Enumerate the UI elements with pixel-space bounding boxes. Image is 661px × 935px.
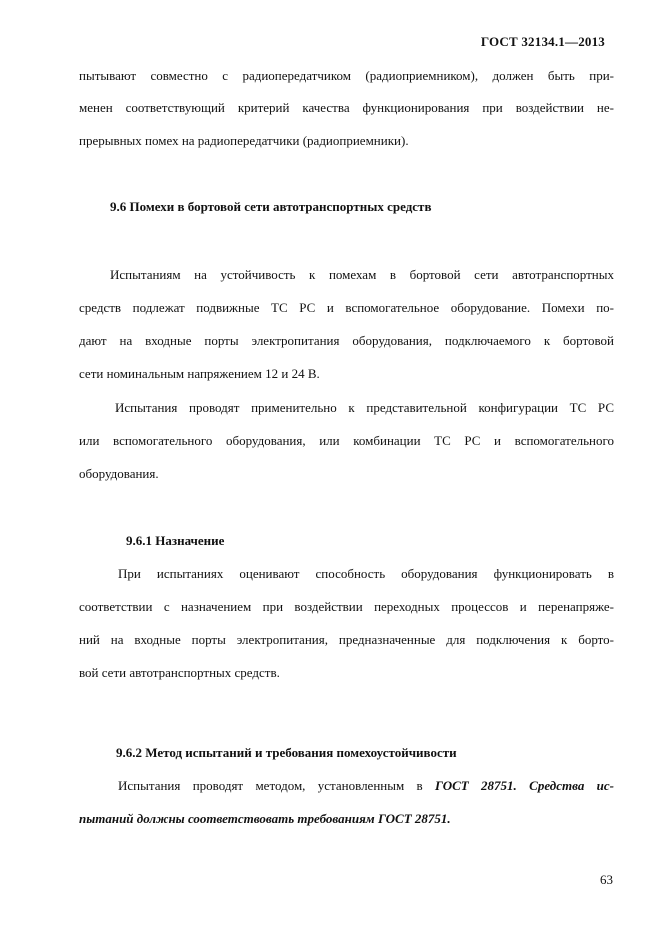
para-9-6-line-2: средств подлежат подвижные ТС РС и вспомогательное оборудование. Помехи по- <box>79 300 614 315</box>
para-9-6-1-line-3: ний на входные порты электропитания, предназначенные для подключения к борто- <box>79 632 614 647</box>
para-9-6-line-4: сети номинальным напряжением 12 и 24 В. <box>79 366 320 381</box>
para-9-6-2-line-2: пытаний должны соответствовать требованиям ГОСТ 28751. <box>79 811 451 826</box>
intro-line-3: прерывных помех на радиопередатчики (радиоприемники). <box>79 133 409 148</box>
section-9-6-1-heading: 9.6.1 Назначение <box>126 533 225 548</box>
gost-28751-reference: ГОСТ 28751. <box>435 778 517 793</box>
para-9-6-2-line-1-text: Испытания проводят методом, установленным в <box>118 778 423 793</box>
para-9-6-1-line-2: соответствии с назначением при воздействии переходных процессов и перенапряже- <box>79 599 614 614</box>
intro-line-2: менен соответствующий критерий качества функционирования при воздействии не- <box>79 100 614 115</box>
para-9-6b-line-1: Испытания проводят применительно к представительной конфигурации ТС РС <box>115 400 614 415</box>
section-9-6-2-heading: 9.6.2 Метод испытаний и требования помехоустойчивости <box>116 745 457 760</box>
para-9-6-line-3: дают на входные порты электропитания оборудования, подключаемого к бортовой <box>79 333 614 348</box>
page-number: 63 <box>600 872 613 887</box>
para-9-6b-line-3: оборудования. <box>79 466 159 481</box>
intro-line-1: пытывают совместно с радиопередатчиком (радиоприемником), должен быть при- <box>79 68 614 83</box>
para-9-6-1-line-4: вой сети автотранспортных средств. <box>79 665 280 680</box>
para-9-6-2-line-1-tail: Средства ис- <box>529 778 614 793</box>
para-9-6-line-1: Испытаниям на устойчивость к помехам в бортовой сети автотранспортных <box>110 267 614 282</box>
para-9-6-1-line-1: При испытаниях оценивают способность оборудования функционировать в <box>118 566 614 581</box>
para-9-6-2-line-1 <box>118 777 614 795</box>
section-9-6-heading: 9.6 Помехи в бортовой сети автотранспортных средств <box>110 199 432 214</box>
para-9-6b-line-2: или вспомогательного оборудования, или комбинации ТС РС и вспомогательного <box>79 433 614 448</box>
document-header-id: ГОСТ 32134.1—2013 <box>480 34 605 49</box>
